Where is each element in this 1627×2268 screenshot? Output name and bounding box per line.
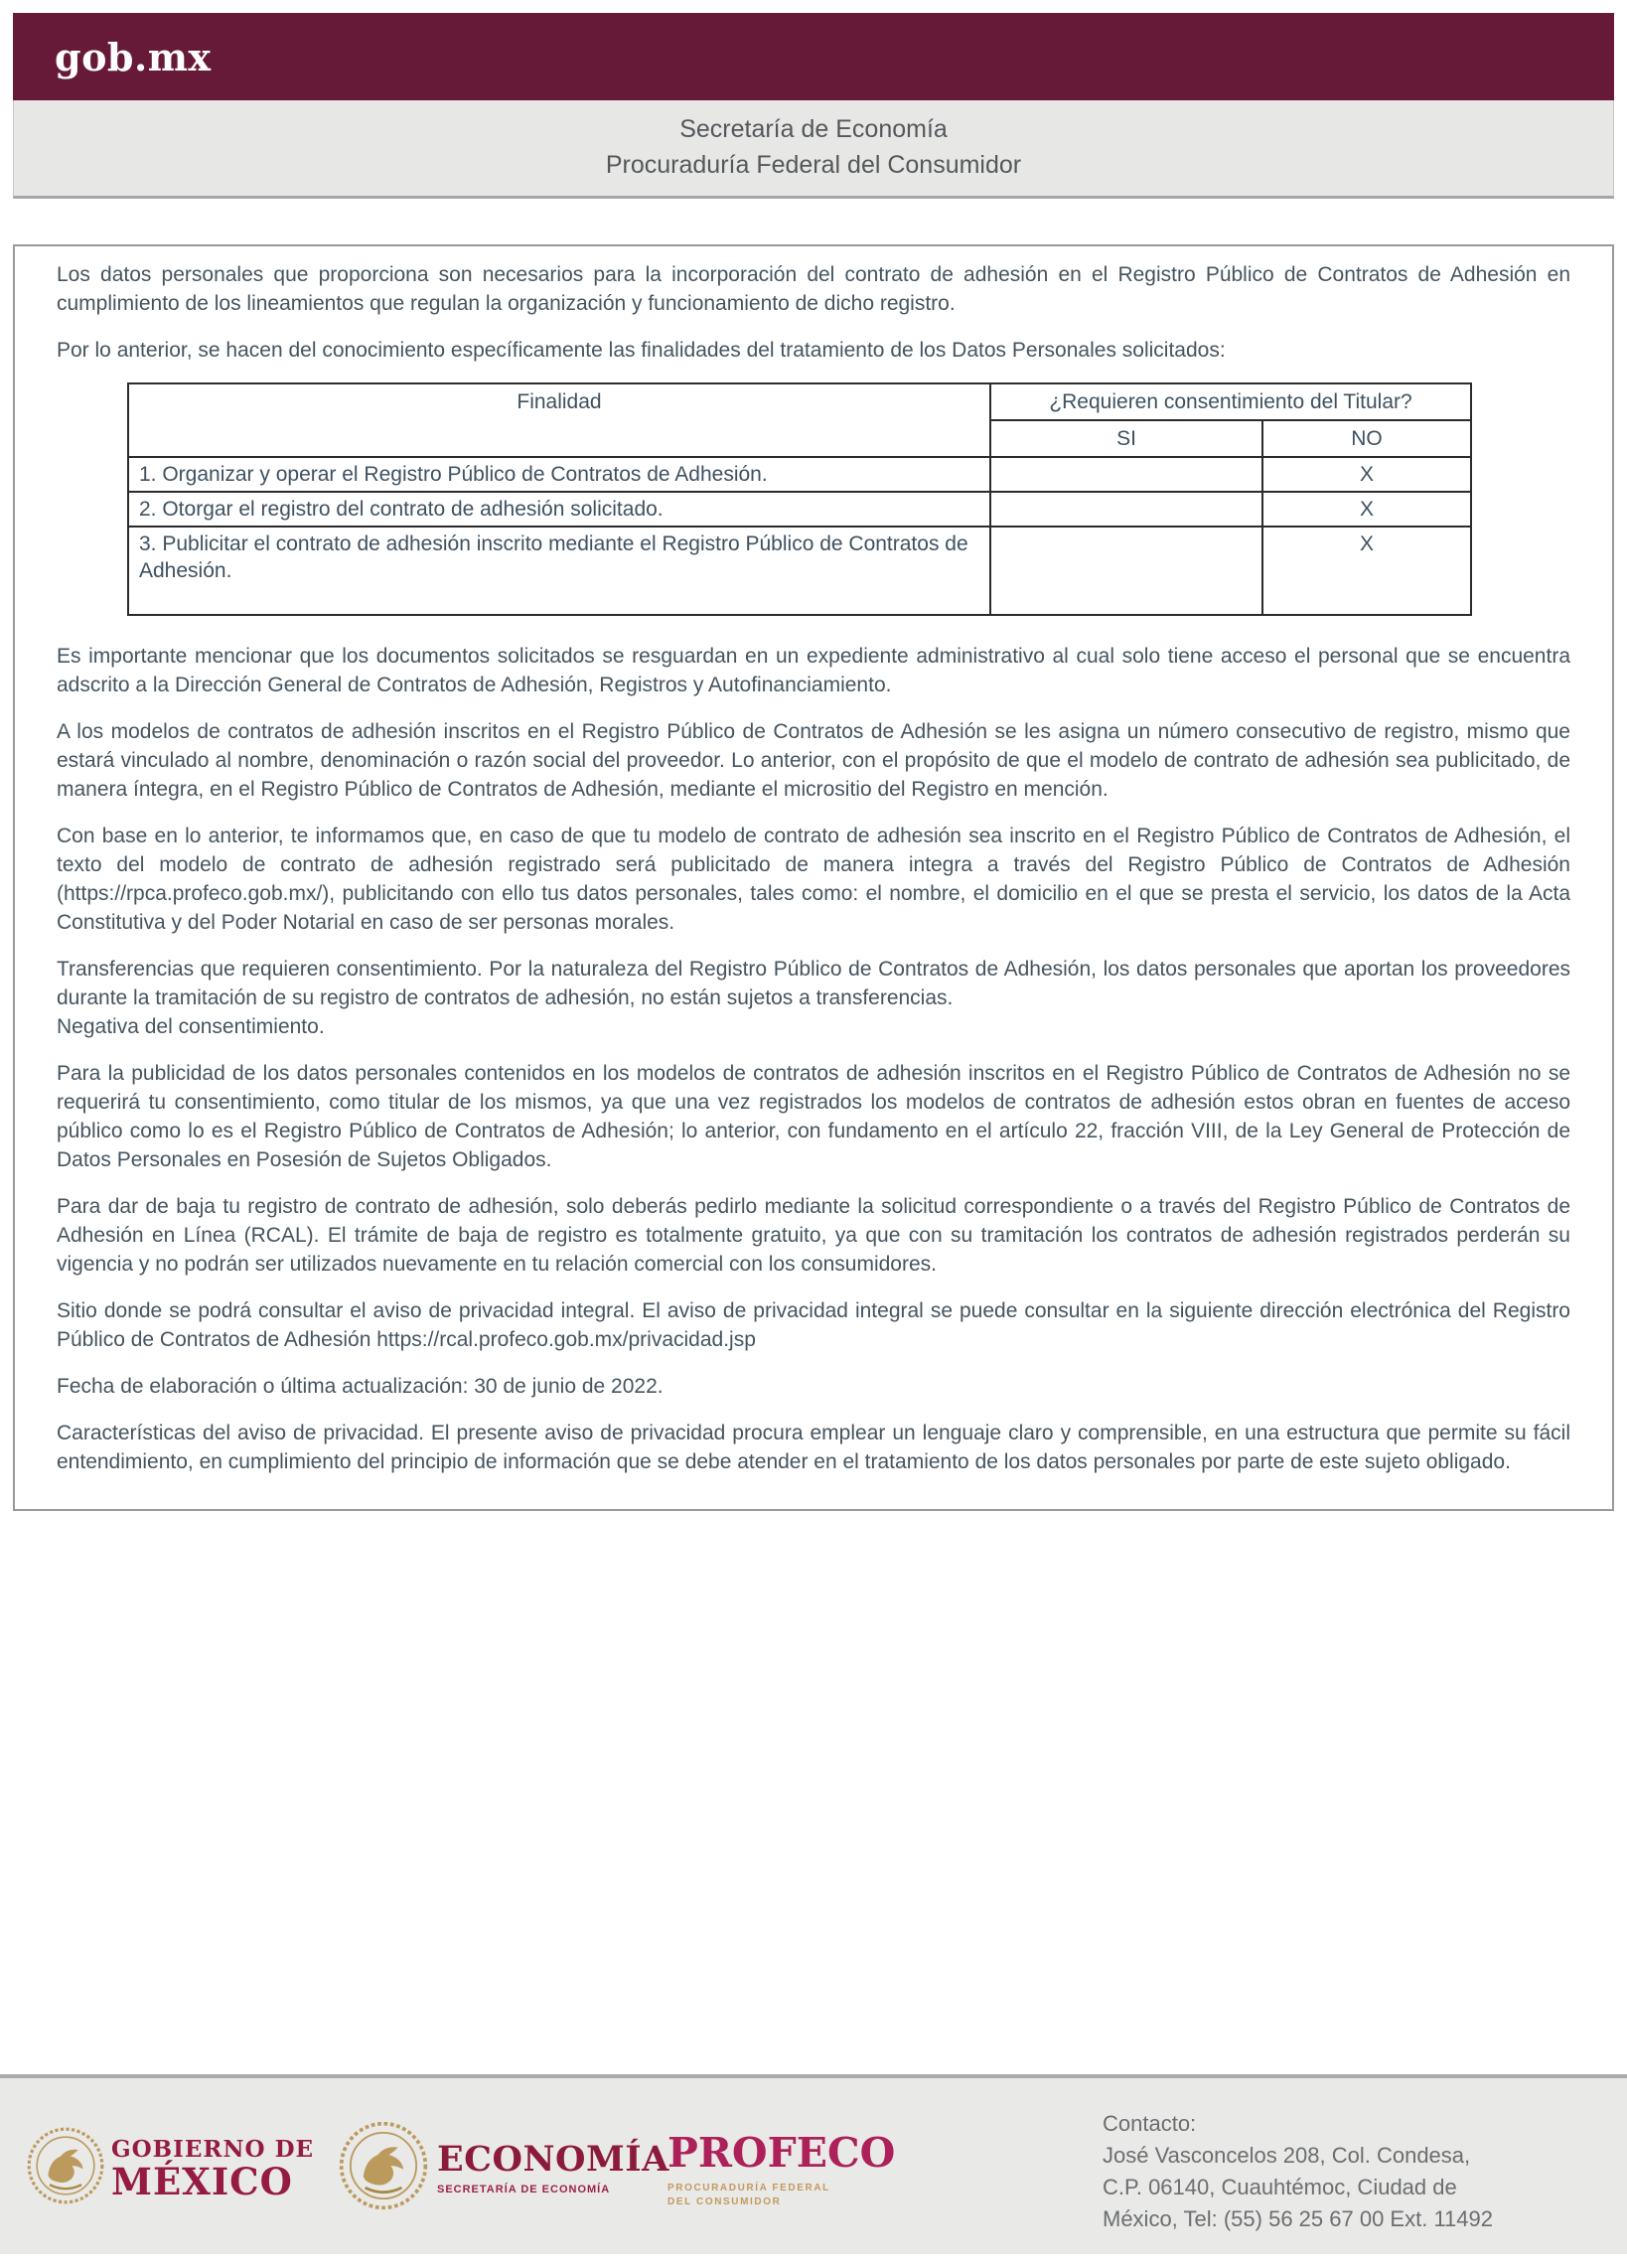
org-line-secretaria: Secretaría de Economía <box>679 115 948 143</box>
paragraph-intro: Los datos personales que proporciona son necesarios para la incorporación del contrato de adhesión en el Registro Público de Contratos de Adhesión en cumplimiento de los lineamientos que regulan la organización y funcionamiento de dicho registro. <box>57 263 1570 315</box>
profeco-subtitle-line2: DEL CONSUMIDOR <box>667 2196 782 2207</box>
si-cell <box>990 527 1262 615</box>
paragraph-publicidad-datos: Para la publicidad de los datos personales contenidos en los modelos de contratos de adhesión inscritos en el Registro Público de Contratos de Adhesión no se requerirá tu consentimiento, como titular de los mismos, ya que una vez registrados los modelos de contratos de adhesión estos obran en fuentes de acceso público como lo es el Registro Público de Contratos de Adhesión; lo anterior, con fundamento en el artículo 22, fracción VIII, de la Ley General de Protección de Datos Personales en Posesión de Sujetos Obligados. <box>57 1062 1570 1171</box>
paragraph-purposes-intro: Por lo anterior, se hacen del conocimiento específicamente las finalidades del tratamiento de los Datos Personales solicitados: <box>57 339 1226 362</box>
gobierno-mexico-logo[interactable] <box>26 2126 314 2210</box>
paragraph-caracteristicas: Características del aviso de privacidad. El presente aviso de privacidad procura emplear un lenguaje claro y comprensible, en una estructura que permite su fácil entendimiento, en cumplimiento del principio de información que se debe atender en el tratamiento de los datos personales por parte de este sujeto obligado. <box>57 1422 1570 1473</box>
contact-address-line3: México, Tel: (55) 56 25 67 00 Ext. 11492 <box>1103 2206 1493 2231</box>
privacy-notice-panel <box>13 244 1614 1511</box>
gobmx-logo[interactable]: gob.mx <box>55 34 212 79</box>
contact-address-line2: C.P. 06140, Cuauhtémoc, Ciudad de <box>1103 2175 1457 2199</box>
footer <box>0 2074 1627 2254</box>
paragraph-negativa: Negativa del consentimiento. <box>57 1015 325 1038</box>
finalidad-cell: 3. Publicitar el contrato de adhesión inscrito mediante el Registro Público de Contratos de Adhesión. <box>128 527 990 615</box>
paragraph-baja-registro: Para dar de baja tu registro de contrato de adhesión, solo deberás pedirlo mediante la solicitud correspondiente o a través del Registro Público de Contratos de Adhesión en Línea (RCAL). El trámite de baja de registro es totalmente gratuito, ya que con su tramitación los contratos de adhesión registrados perderán su vigencia y no podrán ser utilizados nuevamente en tu relación comercial con los consumidores. <box>57 1195 1570 1276</box>
table-row <box>128 457 1471 492</box>
org-line-procuraduria: Procuraduría Federal del Consumidor <box>605 151 1022 179</box>
paragraph-numero-registro: A los modelos de contratos de adhesión inscritos en el Registro Público de Contratos de Adhesión se les asigna un número consecutivo de registro, mismo que estará vinculado al nombre, denominación o razón social del proveedor. Lo anterior, con el propósito de que el modelo de contrato de adhesión sea publicitado, de manera íntegra, en el Registro Público de Contratos de Adhesión, mediante el micrositio del Registro en mención. <box>57 720 1570 801</box>
gobmx-brand-bar <box>13 13 1614 100</box>
profeco-subtitle <box>667 2182 895 2209</box>
si-cell <box>990 457 1262 492</box>
col-header-finalidad: Finalidad <box>128 383 990 457</box>
table-row <box>128 527 1471 615</box>
mexico-seal-icon <box>26 2126 105 2210</box>
paragraph-publicitado: Con base en lo anterior, te informamos que, en caso de que tu modelo de contrato de adhesión sea inscrito en el Registro Público de Contratos de Adhesión, el texto del modelo de contrato de adhesión registrado será publicitado de manera integra a través del Registro Público de Contratos de Adhesión (https://rpca.profeco.gob.mx/), publicitando con ello tus datos personales, tales como: el nombre, el domicilio en el que se presta el servicio, los datos de la Acta Constitutiva y del Poder Notarial en caso de ser personas morales. <box>57 825 1570 934</box>
gobierno-line1: GOBIERNO DE <box>111 2135 315 2163</box>
contact-block <box>1103 2108 1493 2235</box>
paragraph-fecha: Fecha de elaboración o última actualización: 30 de junio de 2022. <box>57 1375 664 1398</box>
finalidad-cell: 1. Organizar y operar el Registro Público de Contratos de Adhesión. <box>128 457 990 492</box>
profeco-subtitle-line1: PROCURADURÍA FEDERAL <box>667 2183 830 2193</box>
no-cell: X <box>1262 492 1471 527</box>
org-subheader <box>13 100 1614 199</box>
si-cell <box>990 492 1262 527</box>
purposes-table <box>127 382 1472 616</box>
economia-wordmark <box>437 2138 669 2195</box>
col-header-consent: ¿Requieren consentimiento del Titular? <box>990 383 1471 420</box>
finalidad-cell: 2. Otorgar el registro del contrato de adhesión solicitado. <box>128 492 990 527</box>
col-header-si: SI <box>990 420 1262 457</box>
profeco-title: PROFECO <box>667 2129 896 2177</box>
paragraph-expediente: Es importante mencionar que los documentos solicitados se resguardan en un expediente administrativo al cual solo tiene acceso el personal que se encuentra adscrito a la Dirección General de Contratos de Adhesión, Registros y Autofinanciamiento. <box>57 645 1570 696</box>
col-header-no: NO <box>1262 420 1471 457</box>
gobierno-line2: MÉXICO <box>111 2159 293 2203</box>
no-cell: X <box>1262 457 1471 492</box>
gobierno-mexico-wordmark <box>111 2135 315 2203</box>
table-row <box>128 492 1471 527</box>
economia-seal-icon <box>338 2118 429 2218</box>
table-header-row <box>128 383 1471 420</box>
economia-title: ECONOMÍA <box>437 2138 669 2180</box>
profeco-logo[interactable] <box>667 2129 896 2209</box>
gobmx-header <box>13 13 1614 199</box>
paragraph-transferencias: Transferencias que requieren consentimiento. Por la naturaleza del Registro Público de Contratos de Adhesión, los datos personales que aportan los proveedores durante la tramitación de su registro de contratos de adhesión, no están sujetos a transferencias. <box>57 958 1570 1009</box>
no-cell: X <box>1262 527 1471 615</box>
economia-logo[interactable] <box>338 2118 669 2218</box>
paragraph-sitio-aviso: Sitio donde se podrá consultar el aviso de privacidad integral. El aviso de privacidad integral se puede consultar en la siguiente dirección electrónica del Registro Público de Contratos de Adhesión https://rcal.profeco.gob.mx/privacidad.jsp <box>57 1299 1570 1351</box>
economia-subtitle: SECRETARÍA DE ECONOMÍA <box>437 2183 611 2195</box>
contact-address-line1: José Vasconcelos 208, Col. Condesa, <box>1103 2143 1471 2168</box>
contact-label: Contacto: <box>1103 2111 1197 2136</box>
